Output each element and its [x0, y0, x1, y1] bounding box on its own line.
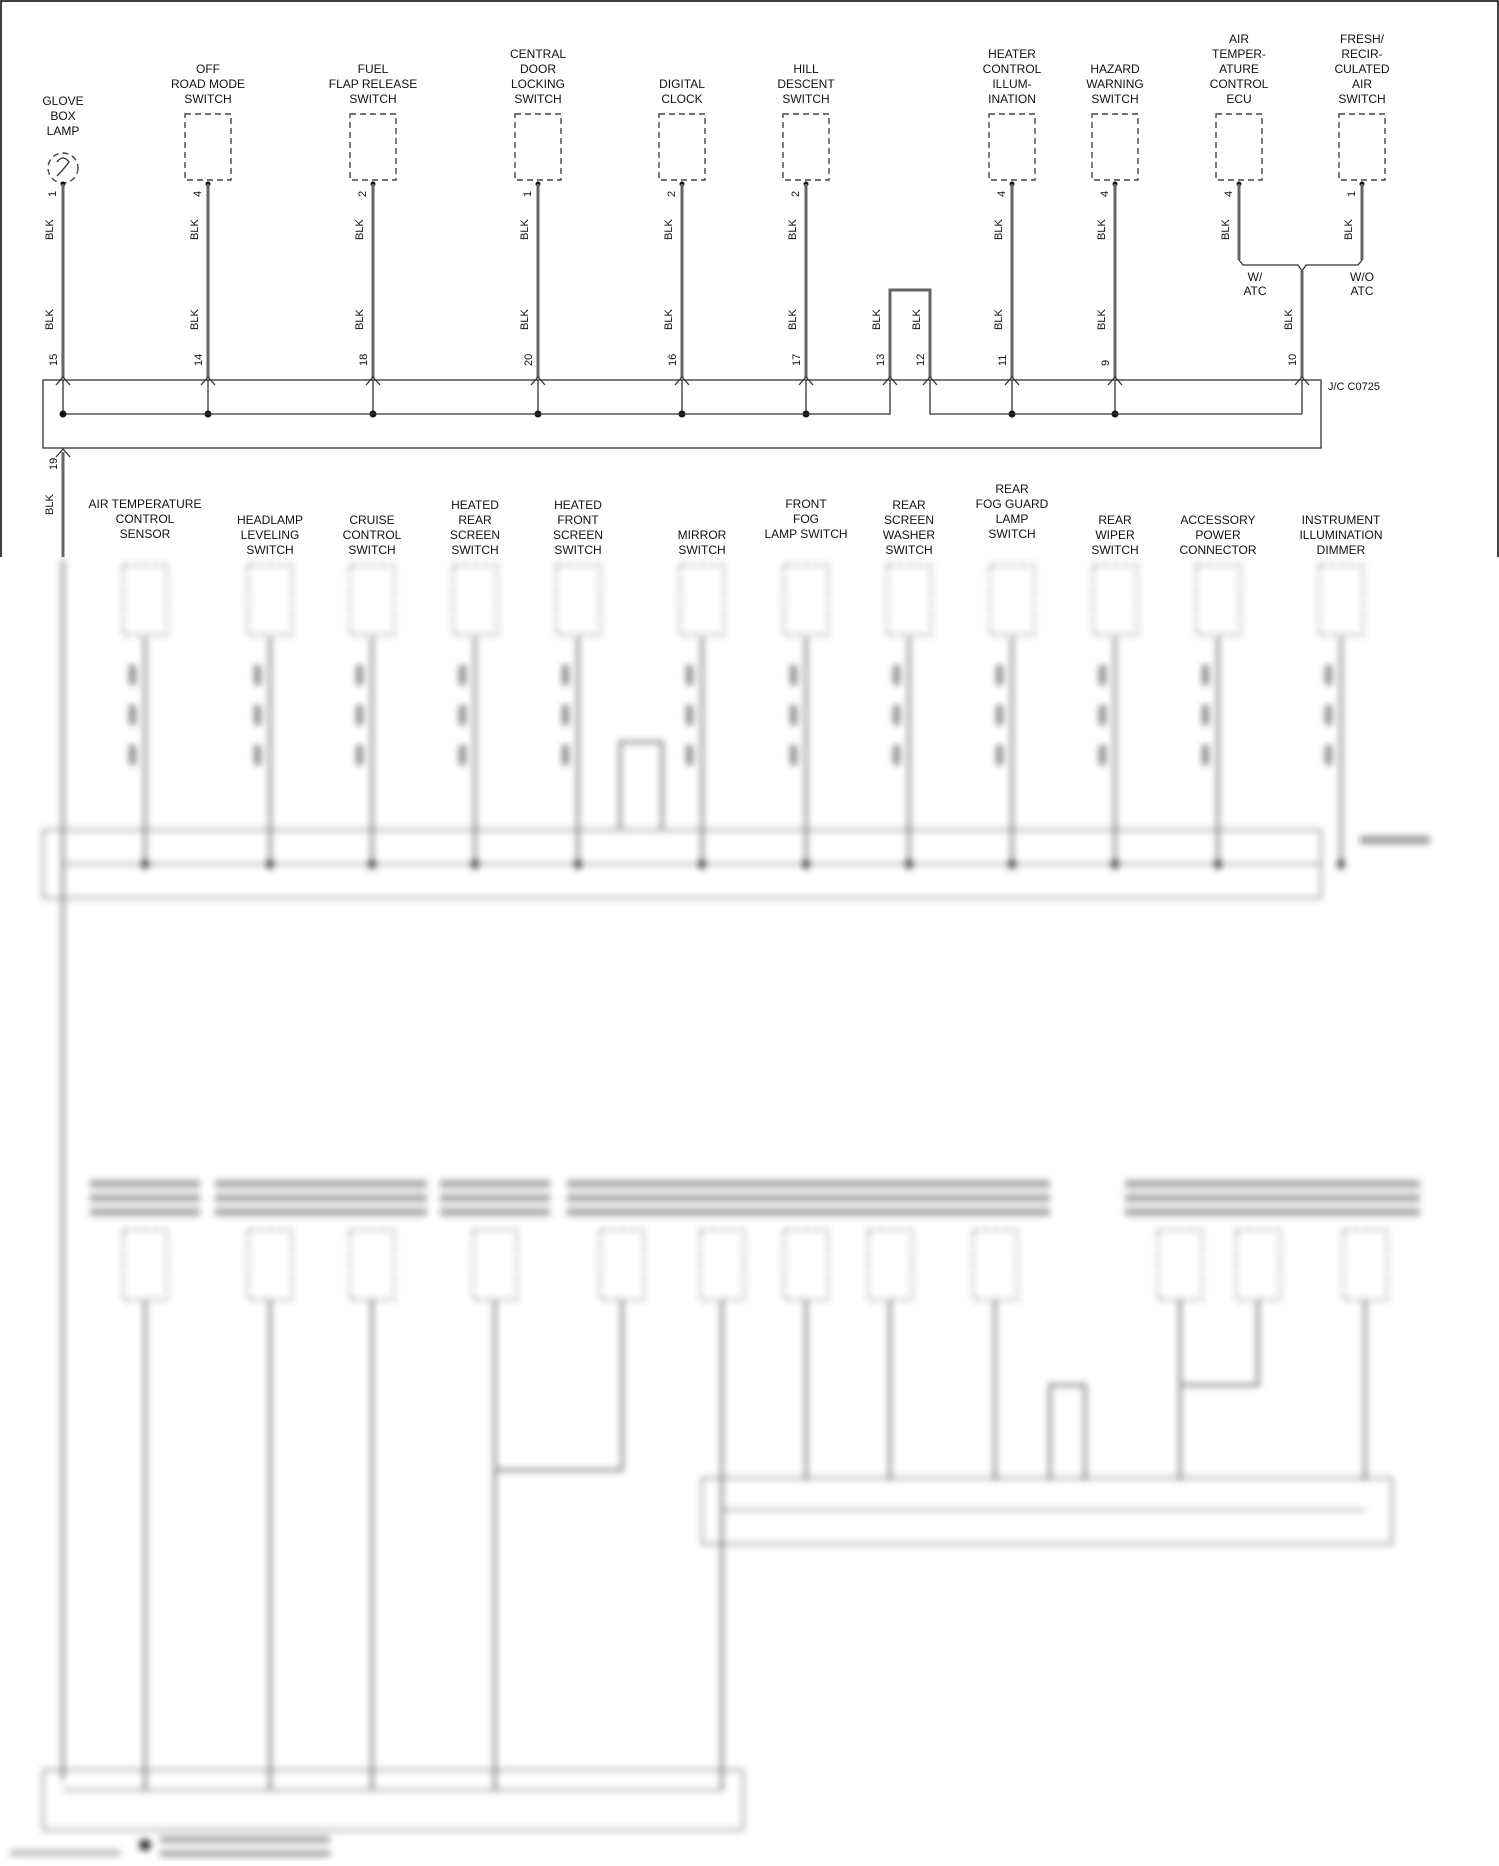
lamp-filament-icon [57, 158, 69, 176]
wire-color-upper: BLK [787, 219, 799, 240]
jc-ground-pin-number: 19 [48, 457, 60, 470]
mid-component-hrs-label-line: REAR [458, 513, 492, 527]
lower-wire-label [1099, 665, 1106, 685]
component-hill-label-line: HILL [793, 62, 819, 76]
lower-wire-label [1325, 745, 1332, 765]
mid-component-ffl-label-line: FOG [793, 512, 819, 526]
lower-wire-label [356, 665, 363, 685]
lower-wire-label [790, 745, 797, 765]
jc-bus-right [930, 380, 1302, 414]
jc-pin-number: 10 [1287, 353, 1299, 366]
lower-splice-dot [698, 860, 706, 868]
variant-without-atc-label-line: W/O [1350, 270, 1374, 284]
component-fresh-body [1339, 114, 1385, 180]
lower-label-block [835, 1180, 945, 1188]
mid-component-mirror-label-line: MIRROR [677, 528, 727, 542]
lower-label-block [940, 1194, 1050, 1202]
pin-number: 1 [1346, 190, 1358, 197]
lower-label-block [1310, 1208, 1420, 1216]
component-glove-label-line: BOX [50, 109, 76, 123]
jc-pin-number: 13 [875, 353, 887, 366]
component-heater-label-line: ILLUM- [992, 77, 1032, 91]
pin-number: 4 [1099, 190, 1111, 197]
mid-component-hrs-label-line: SCREEN [449, 528, 501, 542]
lower-component-body [1319, 565, 1363, 635]
mid-component-hfs [553, 498, 603, 557]
mid-component-rfg-label-line: FOG GUARD [975, 497, 1049, 511]
component-glove-label-line: LAMP [46, 124, 80, 138]
mid-component-mirror [678, 528, 727, 557]
mid-component-rsw-label-line: WASHER [882, 528, 936, 542]
component-cdl [510, 47, 566, 418]
lower-wire-label [459, 665, 466, 685]
ground-point-icon [139, 1839, 151, 1851]
lower-splice-dot [905, 860, 913, 868]
lower-junction-body [702, 1478, 1392, 1544]
lower-junction-body [43, 1770, 743, 1830]
mid-component-ffl-label-line: LAMP SWITCH [764, 527, 848, 541]
wire-color-lower: BLK [354, 309, 366, 330]
lower-label-block [1203, 1208, 1313, 1216]
lower-component-body [1093, 565, 1137, 635]
lower-wire-label [893, 745, 900, 765]
lower-ground-label [160, 1850, 330, 1857]
lower-label-block [317, 1194, 427, 1202]
component-cdl-label-line: SWITCH [514, 92, 562, 106]
mid-component-hrs-label-line: SWITCH [451, 543, 499, 557]
lower-component-body [1158, 1230, 1202, 1300]
component-fuelflap-body [350, 114, 396, 180]
lower-wire-label [893, 705, 900, 725]
lower-component-body [123, 565, 167, 635]
lower-wire-loop [495, 1300, 622, 1470]
lower-component-body [1196, 565, 1240, 635]
lower-label-block [1310, 1194, 1420, 1202]
component-hill-label-line: SWITCH [782, 92, 830, 106]
lower-component-body [556, 565, 600, 635]
lower-label-block [90, 1194, 200, 1202]
wire-color-lower: BLK [44, 309, 56, 330]
lower-component-body [887, 565, 931, 635]
lower-junction-label [1360, 836, 1430, 844]
lower-wire-label [790, 705, 797, 725]
component-heater-label-line: HEATER [988, 47, 1036, 61]
lower-splice-dot [266, 860, 274, 868]
lower-label-block [317, 1208, 427, 1216]
lower-wire-label [893, 665, 900, 685]
wire-color-upper: BLK [1096, 219, 1108, 240]
lower-component-body [600, 1230, 644, 1300]
mid-component-ats-label-line: SENSOR [119, 527, 171, 541]
mid-component-iid-label-line: INSTRUMENT [1301, 513, 1381, 527]
ground-wire-color: BLK [44, 494, 56, 515]
pin-number: 1 [47, 190, 59, 197]
jc-pin-number: 16 [667, 353, 679, 366]
component-fresh-label-line: SWITCH [1338, 92, 1386, 106]
lower-label-block [835, 1208, 945, 1216]
jc-pin-number: 18 [358, 353, 370, 366]
mid-component-hfs-label-line: SWITCH [554, 543, 602, 557]
lower-splice-dot [1214, 860, 1222, 868]
lower-label-block [1203, 1180, 1313, 1188]
lower-component-body [350, 565, 394, 635]
mid-component-cruise-label-line: CRUISE [349, 513, 395, 527]
lower-component-body [1236, 1230, 1280, 1300]
variant-without-atc-label-line: ATC [1350, 284, 1374, 298]
lower-label-block [1310, 1180, 1420, 1188]
lower-wire-label [459, 705, 466, 725]
variant-with-atc-label-line: ATC [1243, 284, 1267, 298]
mid-component-hrs-label-line: HEATED [451, 498, 499, 512]
mid-component-hll-label-line: HEADLAMP [236, 513, 304, 527]
lower-wire-label [254, 705, 261, 725]
lower-ground-label [160, 1836, 330, 1843]
lower-wire-label [254, 745, 261, 765]
lower-label-block [567, 1180, 677, 1188]
mid-component-rwip-label-line: WIPER [1095, 528, 1135, 542]
lower-wire-label [459, 745, 466, 765]
component-cdl-label-line: DOOR [520, 62, 556, 76]
pin-number: 1 [522, 190, 534, 197]
lower-label-block [835, 1194, 945, 1202]
lower-component-body [784, 565, 828, 635]
lower-wire-label [790, 665, 797, 685]
component-offroad-label-line: ROAD MODE [170, 77, 246, 91]
lower-wire-label [996, 745, 1003, 765]
link-wire-color: BLK [911, 309, 923, 330]
wire-color-upper: BLK [519, 219, 531, 240]
lower-component-body [868, 1230, 912, 1300]
lower-label-block [90, 1180, 200, 1188]
lower-label-block [215, 1208, 325, 1216]
component-offroad-body [185, 114, 231, 180]
component-clock [659, 77, 705, 418]
lower-wire-label [1099, 745, 1106, 765]
component-fresh-label-line: FRESH/ [1339, 32, 1385, 46]
component-heater-label-line: INATION [988, 92, 1036, 106]
lower-wire-label [254, 665, 261, 685]
merged-wire-color: BLK [1283, 309, 1295, 330]
lower-component-body [123, 1230, 167, 1300]
mid-component-rsw-label-line: SCREEN [883, 513, 935, 527]
lower-wire-label [996, 665, 1003, 685]
component-offroad-label-line: SWITCH [184, 92, 232, 106]
wire-color-lower: BLK [993, 309, 1005, 330]
lower-component-body [248, 1230, 292, 1300]
component-hazard-body [1092, 114, 1138, 180]
component-hill-label-line: DESCENT [777, 77, 835, 91]
component-atc [1210, 32, 1269, 260]
pin-number: 4 [996, 190, 1008, 197]
lower-label-block [215, 1180, 325, 1188]
component-atc-label-line: ECU [1226, 92, 1252, 106]
lower-splice-dot [368, 860, 376, 868]
component-fresh-label-line: RECIR- [1341, 47, 1383, 61]
jc-bus-left [63, 380, 890, 414]
wire-color-lower: BLK [189, 309, 201, 330]
lower-component-body [680, 565, 724, 635]
mid-component-rwip-label-line: SWITCH [1091, 543, 1139, 557]
lower-label-block [440, 1180, 550, 1188]
pin-number: 2 [666, 190, 678, 197]
mid-component-cruise-label-line: SWITCH [348, 543, 396, 557]
lower-wire-label [129, 705, 136, 725]
lower-wire-label [129, 745, 136, 765]
jc-pin-number: 15 [48, 353, 60, 366]
lower-link-loop [620, 742, 662, 830]
lower-wire-label [1202, 665, 1209, 685]
lower-label-block [90, 1208, 200, 1216]
wire-color-lower: BLK [519, 309, 531, 330]
component-hill-body [783, 114, 829, 180]
lower-label-block [567, 1208, 677, 1216]
lower-component-body [1343, 1230, 1387, 1300]
component-atc-label-line: TEMPER- [1212, 47, 1266, 61]
mid-component-ats-label-line: CONTROL [115, 512, 175, 526]
lower-link-loop [1050, 1385, 1085, 1480]
mid-component-hll-label-line: SWITCH [246, 543, 294, 557]
lower-component-body [473, 1230, 517, 1300]
jc-pin-number: 20 [523, 353, 535, 366]
lower-component-body [784, 1230, 828, 1300]
mid-component-cruise [343, 513, 402, 557]
component-atc-label-line: ATURE [1219, 62, 1259, 76]
wire-color-lower: BLK [1096, 309, 1108, 330]
wire-color-upper: BLK [44, 219, 56, 240]
lower-wire-label [562, 705, 569, 725]
mid-component-apc-label-line: CONNECTOR [1179, 543, 1257, 557]
component-cdl-body [515, 114, 561, 180]
mid-component-ats [89, 497, 202, 541]
component-atc-body [1216, 114, 1262, 180]
mid-component-iid-label-line: ILLUMINATION [1299, 528, 1383, 542]
mid-component-iid [1299, 513, 1382, 557]
component-offroad [171, 62, 245, 418]
mid-component-hfs-label-line: FRONT [557, 513, 599, 527]
component-hill [777, 62, 835, 418]
component-atc-label-line: AIR [1228, 32, 1250, 46]
lower-label-block [1203, 1194, 1313, 1202]
mid-component-hfs-label-line: HEATED [554, 498, 602, 512]
lower-splice-dot [574, 860, 582, 868]
jc-pin-number: 14 [193, 353, 205, 366]
mid-component-rsw-label-line: SWITCH [885, 543, 933, 557]
component-hazard [1086, 62, 1144, 418]
component-clock-label-line: DIGITAL [659, 77, 705, 91]
component-hazard-label-line: HAZARD [1090, 62, 1140, 76]
component-fresh-label-line: AIR [1351, 77, 1373, 91]
lower-wire-label [356, 745, 363, 765]
mid-component-ffl-label-line: FRONT [785, 497, 827, 511]
lower-splice-dot [1111, 860, 1119, 868]
wire-color-upper: BLK [189, 219, 201, 240]
lower-wire-label [562, 745, 569, 765]
lower-wire-label [1325, 705, 1332, 725]
mid-component-rwip-label-line: REAR [1098, 513, 1132, 527]
component-fuelflap [329, 62, 418, 418]
lower-wire-loop [1180, 1300, 1258, 1385]
component-offroad-label-line: OFF [196, 62, 220, 76]
mid-component-rfg-label-line: SWITCH [988, 527, 1036, 541]
blurred-lower-section [0, 557, 1499, 1861]
mid-component-apc-label-line: POWER [1195, 528, 1241, 542]
pin-number: 4 [192, 190, 204, 197]
jc-pin-number: 9 [1100, 359, 1112, 366]
component-glove-label-line: GLOVE [42, 94, 84, 108]
mid-component-mirror-label-line: SWITCH [678, 543, 726, 557]
mid-component-rfg-label-line: REAR [995, 482, 1029, 496]
component-fresh [1334, 32, 1389, 260]
lower-wire-label [1325, 665, 1332, 685]
component-atc-label-line: CONTROL [1209, 77, 1269, 91]
mid-component-rfg-label-line: LAMP [995, 512, 1029, 526]
component-hazard-label-line: SWITCH [1091, 92, 1139, 106]
lower-wire-label [996, 705, 1003, 725]
lower-wire-label [1202, 705, 1209, 725]
lower-component-body [248, 565, 292, 635]
variant-with-atc-label-line: W/ [1247, 270, 1263, 284]
mid-component-ats-label-line: AIR TEMPERATURE [88, 497, 202, 511]
mid-component-rfg [976, 482, 1049, 541]
lower-wire-label [562, 665, 569, 685]
mid-component-hfs-label-line: SCREEN [552, 528, 604, 542]
link-wire-color: BLK [871, 309, 883, 330]
lower-splice-dot [141, 860, 149, 868]
lower-wire-label [1202, 745, 1209, 765]
lower-splice-dot [1008, 860, 1016, 868]
component-fuelflap-label-line: SWITCH [349, 92, 397, 106]
wire-color-upper: BLK [993, 219, 1005, 240]
pin-number: 2 [790, 190, 802, 197]
lower-component-body [990, 565, 1034, 635]
jc-pin-number: 17 [791, 353, 803, 366]
lower-wire-label [686, 665, 693, 685]
lower-label-block [440, 1208, 550, 1216]
lower-component-body [350, 1230, 394, 1300]
component-clock-label-line: CLOCK [661, 92, 703, 106]
splice-dot [60, 411, 67, 418]
component-clock-body [659, 114, 705, 180]
component-fresh-label-line: CULATED [1334, 62, 1390, 76]
component-hazard-label-line: WARNING [1086, 77, 1144, 91]
wire-color-upper: BLK [1343, 219, 1355, 240]
component-cdl-label-line: CENTRAL [509, 47, 567, 61]
component-heater [983, 47, 1042, 418]
lower-label-block [440, 1194, 550, 1202]
lower-wire-label [1099, 705, 1106, 725]
lower-footer-code [10, 1850, 120, 1856]
wire-color-upper: BLK [663, 219, 675, 240]
jc-pin-number: 11 [997, 354, 1009, 366]
component-heater-label-line: CONTROL [982, 62, 1042, 76]
lower-wire-label [129, 665, 136, 685]
lower-diagram-svg [0, 557, 1499, 1861]
lower-label-block [567, 1194, 677, 1202]
mid-component-apc [1179, 513, 1256, 557]
component-cdl-label-line: LOCKING [510, 77, 566, 91]
mid-component-rwip [1091, 513, 1138, 557]
junction-label: J/C C0725 [1328, 381, 1380, 393]
lower-splice-dot [1337, 860, 1345, 868]
component-glove [42, 94, 83, 414]
component-fuelflap-label-line: FLAP RELEASE [328, 77, 418, 91]
mid-component-apc-label-line: ACCESSORY [1180, 513, 1256, 527]
lower-component-body [700, 1230, 744, 1300]
jc-pin-number: 12 [915, 353, 927, 366]
lower-label-block [940, 1208, 1050, 1216]
wire-color-upper: BLK [354, 219, 366, 240]
mid-component-hll [237, 513, 303, 557]
lower-splice-dot [471, 860, 479, 868]
lower-label-block [940, 1180, 1050, 1188]
pin-number: 2 [357, 190, 369, 197]
mid-component-hrs [450, 498, 500, 557]
mid-component-hll-label-line: LEVELING [240, 528, 300, 542]
lower-label-block [215, 1194, 325, 1202]
mid-component-rsw [883, 498, 936, 557]
mid-component-ffl [764, 497, 847, 541]
lower-wire-label [686, 705, 693, 725]
component-fuelflap-label-line: FUEL [357, 62, 389, 76]
mid-component-rsw-label-line: REAR [892, 498, 926, 512]
wire-color-lower: BLK [787, 309, 799, 330]
lower-label-block [317, 1180, 427, 1188]
mid-component-cruise-label-line: CONTROL [342, 528, 402, 542]
lower-wire-label [686, 745, 693, 765]
lower-component-body [973, 1230, 1017, 1300]
mid-component-iid-label-line: DIMMER [1316, 543, 1366, 557]
wire-color-upper: BLK [1220, 219, 1232, 240]
lower-splice-dot [802, 860, 810, 868]
wire-color-lower: BLK [663, 309, 675, 330]
component-heater-body [989, 114, 1035, 180]
lower-component-body [453, 565, 497, 635]
pin-number: 4 [1223, 190, 1235, 197]
lower-wire-label [356, 705, 363, 725]
